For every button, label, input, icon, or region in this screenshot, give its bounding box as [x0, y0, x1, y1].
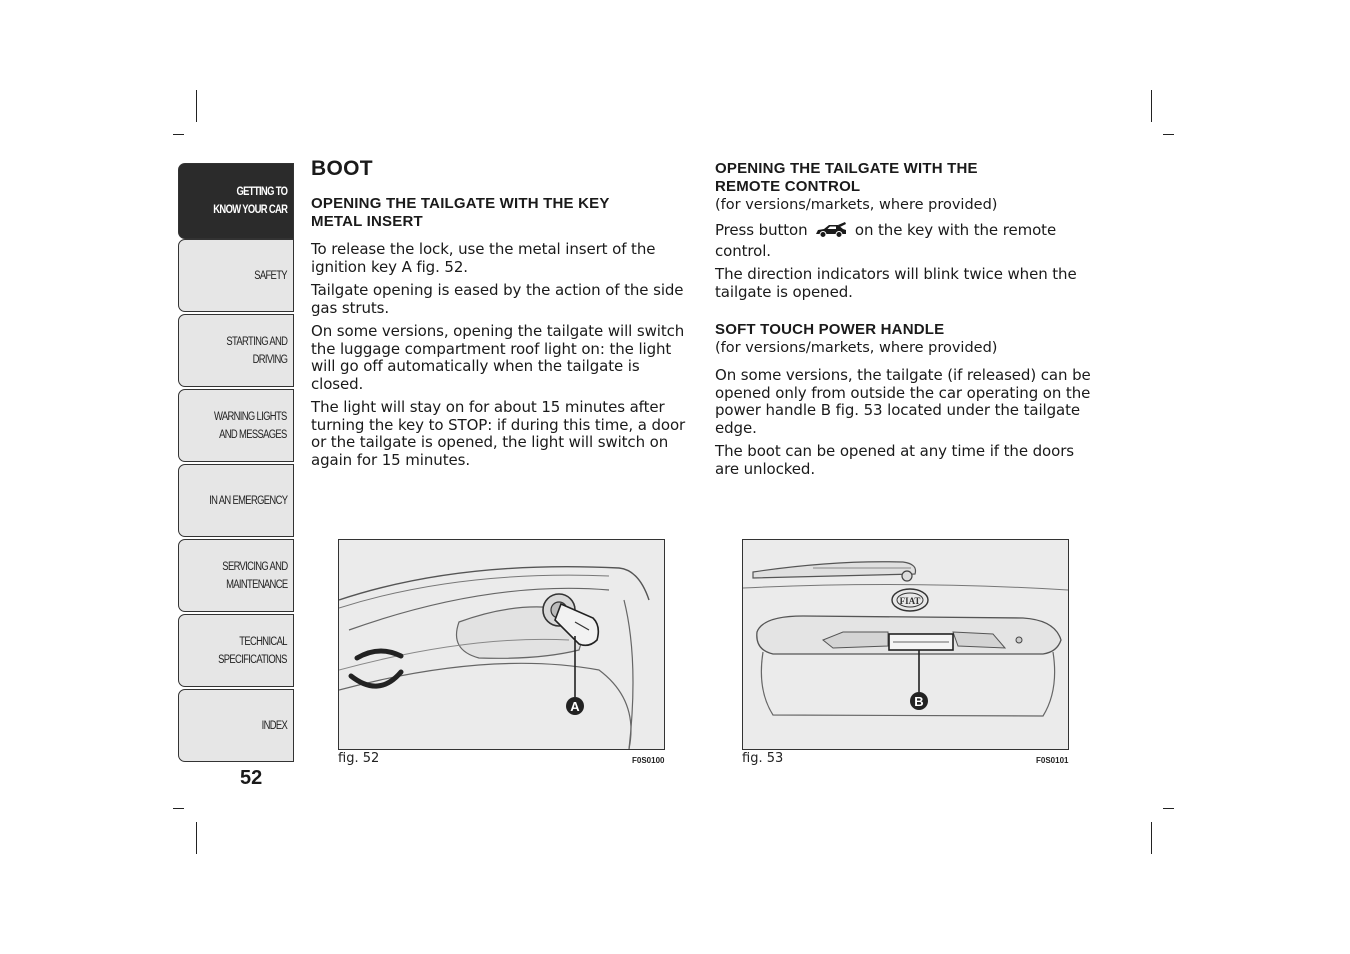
paragraph: The direction indicators will blink twice when the tailgate is opened.	[715, 265, 1077, 301]
tab-label: TECHNICAL SPECIFICATIONS	[218, 635, 287, 666]
tab-technical-specifications[interactable]	[178, 614, 294, 687]
paragraph: Tailgate opening is eased by the action of the side gas struts.	[311, 281, 684, 317]
car-boot-open-icon	[814, 222, 848, 243]
crop-mark	[1163, 134, 1174, 135]
tab-label: STARTING AND DRIVING	[226, 335, 287, 366]
paragraph: On some versions, the tailgate (if released) can be opened only from outside the car operating on the power handle B fig. 53 located under the tailgate edge.	[715, 366, 1091, 437]
tab-label: INDEX	[261, 719, 287, 732]
tab-starting-and-driving[interactable]	[178, 314, 294, 387]
tab-label: GETTING TO KNOW YOUR CAR	[212, 186, 287, 216]
crop-mark	[196, 90, 197, 122]
figure-53-power-handle	[742, 539, 1069, 750]
section-heading-soft-touch: SOFT TOUCH POWER HANDLE	[715, 321, 945, 338]
tab-label: SAFETY	[254, 269, 287, 282]
tab-getting-to-know-your-car[interactable]	[178, 163, 294, 239]
figure-caption: fig. 53	[742, 751, 784, 766]
crop-mark	[173, 808, 184, 809]
tab-label: IN AN EMERGENCY	[208, 494, 287, 507]
figure-code: F0S0100	[632, 756, 665, 765]
section-note: (for versions/markets, where provided)	[715, 340, 998, 356]
figure-caption: fig. 52	[338, 751, 380, 766]
tab-label: WARNING LIGHTS AND MESSAGES	[214, 410, 287, 441]
paragraph-press-button	[715, 222, 1100, 260]
text: Press button	[715, 221, 808, 239]
left-column	[311, 157, 696, 475]
paragraph: On some versions, opening the tailgate will switch the luggage compartment roof light on: the light will go off automatically when the tailgate is closed.	[311, 322, 685, 393]
tab-warning-lights[interactable]	[178, 389, 294, 462]
marker-a-label: A	[570, 699, 580, 714]
section-heading-remote-control: OPENING THE TAILGATE WITH THE REMOTE CONTROL	[715, 160, 978, 195]
crop-mark	[173, 134, 184, 135]
crop-mark	[196, 822, 197, 854]
right-column	[715, 160, 1100, 484]
fiat-logo-text: FIAT	[899, 596, 921, 606]
tab-label: SERVICING AND MAINTENANCE	[221, 560, 287, 591]
tab-index[interactable]	[178, 689, 294, 762]
figure-52-tailgate-key	[338, 539, 665, 750]
section-heading-key-insert: OPENING THE TAILGATE WITH THE KEY METAL INSERT	[311, 195, 610, 230]
figure-code: F0S0101	[1036, 756, 1069, 765]
tab-in-an-emergency[interactable]	[178, 464, 294, 537]
marker-b-label: B	[914, 694, 924, 709]
tab-servicing[interactable]	[178, 539, 294, 612]
paragraph: The light will stay on for about 15 minutes after turning the key to STOP: if during this time, a door or the tailgate is opened, the light will switch on again for 15 minutes.	[311, 398, 686, 469]
crop-mark	[1151, 90, 1152, 122]
page-number: 52	[240, 767, 263, 789]
crop-mark	[1163, 808, 1174, 809]
section-note: (for versions/markets, where provided)	[715, 197, 998, 213]
crop-mark	[1151, 822, 1152, 854]
tab-safety[interactable]	[178, 239, 294, 312]
page-title: BOOT	[311, 157, 373, 180]
text: on the key with the remote control.	[715, 221, 1057, 260]
paragraph: The boot can be opened at any time if the doors are unlocked.	[715, 442, 1074, 478]
paragraph: To release the lock, use the metal insert of the ignition key A fig. 52.	[311, 240, 656, 276]
